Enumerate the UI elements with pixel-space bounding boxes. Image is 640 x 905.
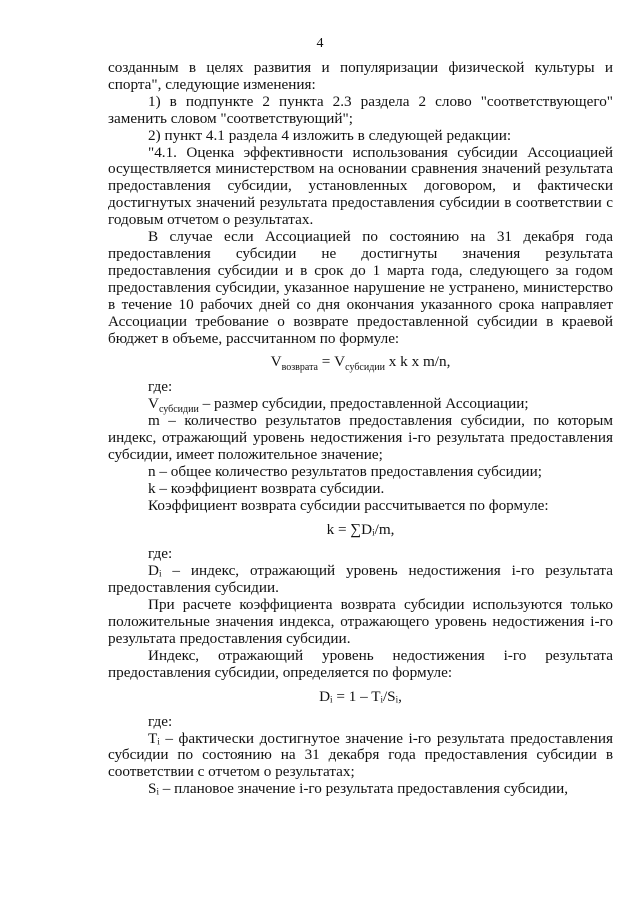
paragraph-index-formula: Индекс, отражающий уровень недостижения i-го результата предоставления субсидии, определяется по формуле: <box>108 646 613 681</box>
definition-k: k – коэффициент возврата субсидии. <box>148 479 385 497</box>
paragraph-intro: созданным в целях развития и популяризации физической культуры и спорта", следующие изменения: <box>108 59 613 93</box>
paragraph-positive-values: При расчете коэффициента возврата субсидии используются только положительные значения индекса, отражающего уровень недостижения i-го результата предоставления субсидии. <box>108 596 613 647</box>
page-number: 4 <box>316 36 324 51</box>
where-label: где: <box>148 712 173 730</box>
paragraph-return-case: В случае если Ассоциацией по состоянию на 31 декабря года предоставления субсидии не достигнуты значения результата предоставления субсидии и в срок до 1 марта года, следующего за годом предоставления субсидии, указанное нарушение не устранено, министерство в течение 10 рабочих дней со дня окончания указанного срока направляет Ассоциации требование о возврате предоставленной субсидии в краевой бюджет в объеме, рассчитанном по формуле: <box>108 228 613 347</box>
definition-d: Dᵢ – индекс, отражающий уровень недостижения i-го результата предоставления субсидии. <box>108 562 613 597</box>
formula-lhs: V <box>270 353 282 371</box>
formula-index: Dᵢ = 1 – Tᵢ/Sᵢ, <box>319 687 402 705</box>
formula-return-volume <box>108 347 613 379</box>
definition-n: n – общее количество результатов предоставления субсидии; <box>148 462 542 480</box>
document-body <box>108 60 613 798</box>
def-v-sub: субсидии <box>158 404 199 416</box>
formula-rest: x k x m/n, <box>384 353 451 371</box>
where-label: где: <box>148 545 173 563</box>
def-v-text: – размер субсидии, предоставленной Ассоциации; <box>198 395 529 413</box>
paragraph-4-1: "4.1. Оценка эффективности использования субсидии Ассоциацией осуществляется министерством на основании сравнения значений результата предоставления субсидии, установленных договором, и фактически достигнутых значений результата предоставления субсидии в соответствии с годовым отчетом о результатах. <box>108 143 613 229</box>
formula-eq: = V <box>318 353 346 371</box>
paragraph-k-formula: Коэффициент возврата субсидии рассчитывается по формуле: <box>148 496 549 514</box>
paragraph-item-1: 1) в подпункте 2 пункта 2.3 раздела 2 слово "соответствующего" заменить словом "соответствующий"; <box>108 92 613 127</box>
formula-lhs-sub: возврата <box>281 362 318 374</box>
definition-t: Tᵢ – фактически достигнутое значение i-го результата предоставления субсидии по состоянию на 31 декабря года предоставления субсидии в соответствии с отчетом о результатах; <box>108 729 613 781</box>
formula-k: k = ∑Dᵢ/m, <box>326 520 395 538</box>
def-v-symbol: V <box>148 395 159 413</box>
formula-rhs-sub: субсидии <box>345 362 385 374</box>
definition-m: m – количество результатов предоставления субсидии, по которым индекс, отражающий уровень недостижения i-го результата предоставления субсидии, имеет положительное значение; <box>108 412 613 463</box>
paragraph-item-2: 2) пункт 4.1 раздела 4 изложить в следующей редакции: <box>148 126 512 144</box>
definition-s: Sᵢ – плановое значение i-го результата предоставления субсидии, <box>148 780 569 798</box>
definition-v <box>108 395 613 416</box>
where-label: где: <box>148 378 173 396</box>
